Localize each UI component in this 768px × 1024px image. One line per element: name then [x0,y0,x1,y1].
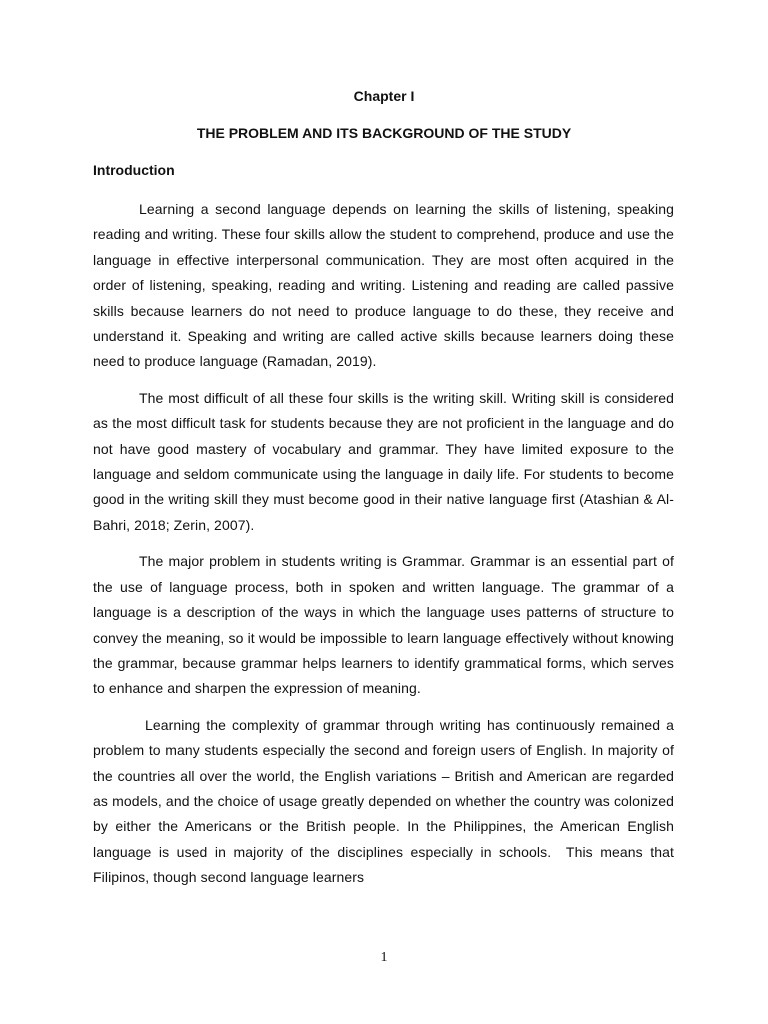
document-title: THE PROBLEM AND ITS BACKGROUND OF THE STUDY [196,125,572,141]
page-number: 1 [380,950,388,965]
chapter-label: Chapter I [353,88,415,104]
section-heading: Introduction [93,162,175,178]
paragraph-3: The major problem in students writing is Grammar. Grammar is an essential part of the use of language process, both in spoken and written language. The grammar of a language is a description of the ways in which the language uses patterns of structure to convey the meaning, so it would be impossible to learn language effectively without knowing the grammar, because grammar helps learners to identify grammatical forms, which serves to enhance and sharpen the expression of meaning. [93,553,674,697]
paragraph-2: The most difficult of all these four skills is the writing skill. Writing skill is considered as the most difficult task for students because they are not proficient in the language and do not have good mastery of vocabulary and grammar. They have limited exposure to the language and seldom communicate using the language in daily life. For students to become good in the writing skill they must become good in their native language first (Atashian & Al-Bahri, 2018; Zerin, 2007). [93,389,674,533]
paragraph-4: Learning the complexity of grammar through writing has continuously remained a problem to many students especially the second and foreign users of English. In majority of the countries all over the world, the English variations – British and American are regarded as models, and the choice of usage greatly depended on whether the country was colonized by either the Americans or the British people. In the Philippines, the American English language is used in majority of the disciplines especially in schools. This means that Filipinos, though second language learners [93,716,678,886]
document-body [93,197,678,902]
paragraph-1: Learning a second language depends on learning the skills of listening, speaking reading and writing. These four skills allow the student to comprehend, produce and use the language in effective interpersonal communication. They are most often acquired in the order of listening, speaking, reading and writing. Listening and reading are called passive skills because learners do not need to produce language to do these, they receive and understand it. Speaking and writing are called active skills because learners doing these need to produce language (Ramadan, 2019). [93,201,674,370]
